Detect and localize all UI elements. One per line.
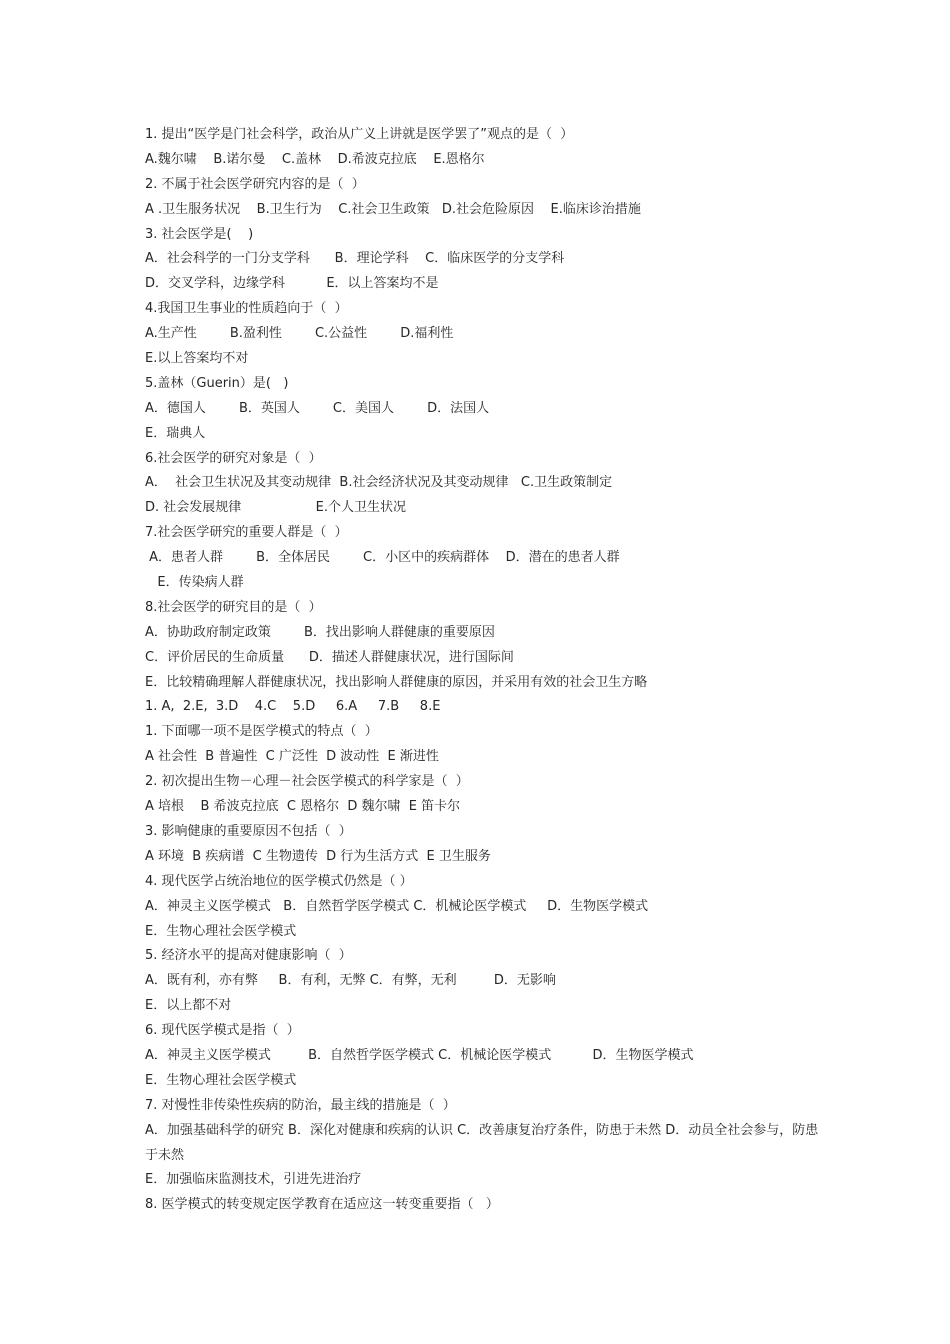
question-3-options-d: D．交叉学科，边缘学科 E．以上答案均不是 [145, 276, 439, 292]
part2-question-2-options: A 培根 B 希波克拉底 C 恩格尔 D 魏尔啸 E 笛卡尔 [145, 799, 461, 815]
part2-question-7-options-a: A．加强基础科学的研究 B．深化对健康和疾病的认识 C．改善康复治疗条件，防患于未然 D．动员全社会参与，防患于未然 [145, 1122, 819, 1163]
question-7-options-e: E．传染病人群 [145, 575, 244, 591]
part2-question-6: 6. 现代医学模式是指（ ） [145, 1023, 300, 1039]
part2-question-1-options: A 社会性 B 普遍性 C 广泛性 D 波动性 E 渐进性 [145, 749, 439, 765]
question-8: 8.社会医学的研究目的是（ ） [145, 599, 322, 615]
part2-question-8: 8. 医学模式的转变规定医学教育在适应这一转变重要指（ ） [145, 1197, 499, 1213]
part2-question-4-options-a: A．神灵主义医学模式 B．自然哲学医学模式 C．机械论医学模式 D．生物医学模式 [145, 898, 649, 914]
question-8-options-e: E．比较精确理解人群健康状况，找出影响人群健康的原因，并采用有效的社会卫生方略 [145, 674, 648, 690]
question-7: 7.社会医学研究的重要人群是（ ） [145, 525, 348, 541]
question-2: 2. 不属于社会医学研究内容的是（ ） [145, 176, 365, 192]
part2-question-3-options: A 环境 B 疾病谱 C 生物遗传 D 行为生活方式 E 卫生服务 [145, 848, 491, 864]
question-1: 1. 提出“医学是门社会科学，政治从广义上讲就是医学罢了”观点的是（ ） [145, 127, 574, 142]
question-5-options-e: E．瑞典人 [145, 425, 206, 441]
question-4-options-a: A.生产性 B.盈利性 C.公益性 D.福利性 [145, 326, 454, 342]
part2-question-6-options-a: A．神灵主义医学模式 B．自然哲学医学模式 C．机械论医学模式 D．生物医学模式 [145, 1047, 694, 1063]
part2-question-5: 5. 经济水平的提高对健康影响（ ） [145, 948, 352, 964]
question-6-options-d: D. 社会发展规律 E.个人卫生状况 [145, 500, 407, 516]
question-7-options-a: A．患者人群 B．全体居民 C．小区中的疾病群体 D．潜在的患者人群 [145, 550, 620, 566]
question-8-options-a: A．协助政府制定政策 B．找出影响人群健康的重要原因 [145, 624, 495, 640]
question-5-options-a: A．德国人 B．英国人 C．美国人 D．法国人 [145, 400, 490, 416]
part2-question-4: 4. 现代医学占统治地位的医学模式仍然是（ ） [145, 873, 413, 889]
document-body [145, 123, 825, 1218]
part2-question-4-options-e: E．生物心理社会医学模式 [145, 923, 297, 939]
part2-question-5-options-e: E．以上都不对 [145, 998, 232, 1014]
part2-question-1: 1. 下面哪一项不是医学模式的特点（ ） [145, 724, 378, 740]
part2-question-3: 3. 影响健康的重要原因不包括（ ） [145, 823, 352, 839]
question-2-options: A .卫生服务状况 B.卫生行为 C.社会卫生政策 D.社会危险原因 E.临床诊治措施 [145, 201, 641, 217]
question-3: 3. 社会医学是( ) [145, 226, 254, 242]
question-4-options-e: E.以上答案均不对 [145, 351, 249, 367]
question-6-options-a: A． 社会卫生状况及其变动规律 B.社会经济状况及其变动规律 C.卫生政策制定 [145, 475, 613, 491]
question-6: 6.社会医学的研究对象是（ ） [145, 450, 322, 466]
part2-question-6-options-e: E．生物心理社会医学模式 [145, 1072, 297, 1088]
part2-question-5-options-a: A．既有利，亦有弊 B．有利，无弊 C．有弊，无利 D．无影响 [145, 973, 556, 989]
answer-key: 1. A, 2.E, 3.D 4.C 5.D 6.A 7.B 8.E [145, 699, 441, 715]
question-1-options: A.魏尔啸 B.诺尔曼 C.盖林 D.希波克拉底 E.恩格尔 [145, 151, 485, 167]
part2-question-2: 2. 初次提出生物－心理－社会医学模式的科学家是（ ） [145, 774, 469, 790]
question-3-options-a: A．社会科学的一门分支学科 B．理论学科 C．临床医学的分支学科 [145, 251, 565, 267]
question-5: 5.盖林（Guerin）是( ) [145, 375, 289, 391]
question-4: 4.我国卫生事业的性质趋向于（ ） [145, 301, 348, 317]
part2-question-7-options-e: E．加强临床监测技术，引进先进治疗 [145, 1172, 362, 1188]
question-8-options-c: C．评价居民的生命质量 D．描述人群健康状况，进行国际间 [145, 649, 514, 665]
part2-question-7: 7. 对慢性非传染性疾病的防治，最主线的措施是（ ） [145, 1097, 456, 1113]
